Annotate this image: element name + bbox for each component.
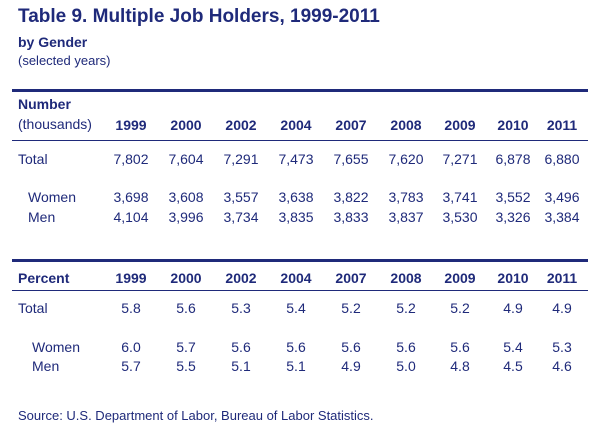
percent-year-2004: 2004 <box>280 270 312 286</box>
percent-total-label: Total <box>18 300 48 316</box>
number-header-label: Number <box>18 96 71 112</box>
percent-men-cell-2000: 5.5 <box>176 358 196 374</box>
number-women-label: Women <box>28 189 76 205</box>
percent-year-1999: 1999 <box>115 270 147 286</box>
number-men-cell-2000: 3,996 <box>168 209 204 225</box>
number-women-cell-2004: 3,638 <box>278 189 314 205</box>
number-men-cell-2008: 3,837 <box>388 209 424 225</box>
table-note: (selected years) <box>18 53 111 68</box>
number-men-cell-2007: 3,833 <box>333 209 369 225</box>
percent-women-cell-2000: 5.7 <box>176 339 196 355</box>
percent-year-2010: 2010 <box>497 270 529 286</box>
number-year-2008: 2008 <box>390 117 422 133</box>
percent-header-rule <box>12 290 588 291</box>
number-women-cell-2000: 3,608 <box>168 189 204 205</box>
top-rule-percent <box>12 259 588 262</box>
number-total-cell-2007: 7,655 <box>333 151 369 167</box>
number-total-cell-2011: 6,880 <box>544 151 580 167</box>
percent-year-2007: 2007 <box>335 270 367 286</box>
number-total-cell-2008: 7,620 <box>388 151 424 167</box>
percent-women-cell-2002: 5.6 <box>231 339 251 355</box>
percent-header-label: Percent <box>18 270 70 286</box>
percent-women-cell-2009: 5.6 <box>450 339 470 355</box>
percent-women-cell-2004: 5.6 <box>286 339 306 355</box>
percent-men-cell-2011: 4.6 <box>552 358 572 374</box>
number-men-cell-2002: 3,734 <box>223 209 259 225</box>
number-year-2007: 2007 <box>335 117 367 133</box>
percent-men-label: Men <box>32 358 60 374</box>
percent-year-2000: 2000 <box>170 270 202 286</box>
percent-total-cell-2004: 5.4 <box>286 300 306 316</box>
number-year-2004: 2004 <box>280 117 312 133</box>
percent-women-label: Women <box>32 339 80 355</box>
percent-women-cell-2008: 5.6 <box>396 339 416 355</box>
percent-year-2009: 2009 <box>444 270 476 286</box>
number-total-cell-2002: 7,291 <box>223 151 259 167</box>
table-title: Table 9. Multiple Job Holders, 1999-2011 <box>18 6 380 27</box>
number-men-cell-2004: 3,835 <box>278 209 314 225</box>
source-note: Source: U.S. Department of Labor, Bureau of Labor Statistics. <box>18 408 374 423</box>
percent-men-cell-2004: 5.1 <box>286 358 306 374</box>
number-year-2000: 2000 <box>170 117 202 133</box>
percent-total-cell-2002: 5.3 <box>231 300 251 316</box>
percent-year-2011: 2011 <box>546 270 578 286</box>
percent-women-cell-2011: 5.3 <box>552 339 572 355</box>
number-year-2010: 2010 <box>497 117 529 133</box>
percent-men-cell-2009: 4.8 <box>450 358 470 374</box>
number-men-cell-2010: 3,326 <box>495 209 531 225</box>
number-total-label: Total <box>18 151 48 167</box>
number-year-2009: 2009 <box>444 117 476 133</box>
number-year-2002: 2002 <box>225 117 257 133</box>
number-women-cell-2008: 3,783 <box>388 189 424 205</box>
percent-men-cell-1999: 5.7 <box>121 358 141 374</box>
percent-total-cell-2010: 4.9 <box>503 300 523 316</box>
percent-total-cell-2000: 5.6 <box>176 300 196 316</box>
percent-men-cell-2007: 4.9 <box>341 358 361 374</box>
number-women-cell-2010: 3,552 <box>495 189 531 205</box>
percent-women-cell-1999: 6.0 <box>121 339 141 355</box>
percent-total-cell-2011: 4.9 <box>552 300 572 316</box>
number-men-cell-1999: 4,104 <box>113 209 149 225</box>
number-header-unit: (thousands) <box>18 116 92 132</box>
number-women-cell-2011: 3,496 <box>544 189 580 205</box>
number-total-cell-2004: 7,473 <box>278 151 314 167</box>
percent-men-cell-2010: 4.5 <box>503 358 523 374</box>
percent-total-cell-2009: 5.2 <box>450 300 470 316</box>
top-rule-number <box>12 89 588 92</box>
percent-women-cell-2010: 5.4 <box>503 339 523 355</box>
number-total-cell-2009: 7,271 <box>442 151 478 167</box>
number-men-label: Men <box>28 209 56 225</box>
percent-total-cell-1999: 5.8 <box>121 300 141 316</box>
number-men-cell-2009: 3,530 <box>442 209 478 225</box>
number-women-cell-2002: 3,557 <box>223 189 259 205</box>
percent-total-cell-2007: 5.2 <box>341 300 361 316</box>
number-header-rule <box>12 140 588 141</box>
number-men-cell-2011: 3,384 <box>544 209 580 225</box>
number-total-cell-1999: 7,802 <box>113 151 149 167</box>
number-total-cell-2000: 7,604 <box>168 151 204 167</box>
number-women-cell-2009: 3,741 <box>442 189 478 205</box>
number-year-1999: 1999 <box>115 117 147 133</box>
number-total-cell-2010: 6,878 <box>495 151 531 167</box>
percent-total-cell-2008: 5.2 <box>396 300 416 316</box>
number-women-cell-1999: 3,698 <box>113 189 149 205</box>
percent-women-cell-2007: 5.6 <box>341 339 361 355</box>
table-subtitle: by Gender <box>18 34 88 50</box>
percent-men-cell-2008: 5.0 <box>396 358 416 374</box>
number-women-cell-2007: 3,822 <box>333 189 369 205</box>
number-year-2011: 2011 <box>546 117 578 133</box>
percent-men-cell-2002: 5.1 <box>231 358 251 374</box>
percent-year-2002: 2002 <box>225 270 257 286</box>
percent-year-2008: 2008 <box>390 270 422 286</box>
